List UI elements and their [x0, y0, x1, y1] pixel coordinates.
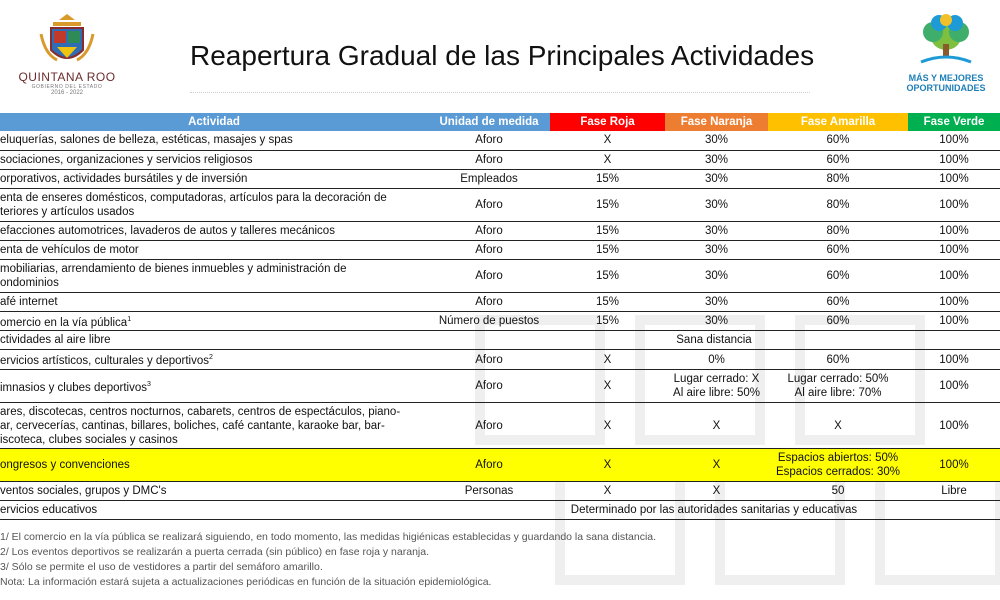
cell-amarilla: 60% — [768, 259, 908, 292]
cell-verde: 100% — [908, 188, 1000, 221]
cell-roja: X — [550, 449, 665, 482]
cell-verde: 100% — [908, 292, 1000, 311]
cell-unidad: Aforo — [428, 131, 550, 150]
col-header-fase-roja: Fase Roja — [550, 113, 665, 131]
cell-roja: X — [550, 403, 665, 449]
coat-of-arms-icon — [37, 14, 97, 68]
cell-amarilla: 60% — [768, 131, 908, 150]
cell-naranja: X — [665, 403, 768, 449]
cell-amarilla-line: Espacios abiertos: 50% — [777, 452, 899, 465]
table-row — [0, 221, 1000, 240]
col-header-fase-naranja: Fase Naranja — [665, 113, 768, 131]
table-row — [0, 259, 1000, 292]
footnote: 2/ Los eventos deportivos se realizarán a puerta cerrada (sin público) en fase roja y naranja. — [0, 546, 429, 558]
cell-unidad: Aforo — [428, 403, 550, 449]
cell-actividad: ctividades al aire libre — [0, 331, 428, 350]
cell-naranja: 30% — [665, 259, 768, 292]
cell-amarilla: 50 — [768, 482, 908, 501]
cell-roja: 15% — [550, 169, 665, 188]
cell-unidad: Empleados — [428, 169, 550, 188]
cell-naranja: 0% — [665, 350, 768, 370]
table-row — [0, 482, 1000, 501]
cell-actividad — [0, 350, 428, 370]
cell-merged: Sana distancia — [428, 331, 1000, 350]
cell-verde: 100% — [908, 311, 1000, 331]
cell-amarilla: 60% — [768, 292, 908, 311]
table-row — [0, 292, 1000, 311]
cell-actividad — [0, 370, 428, 403]
cell-actividad-text: imnasios y clubes deportivos — [0, 381, 148, 394]
cell-amarilla: 60% — [768, 350, 908, 370]
table-row — [0, 311, 1000, 331]
cell-actividad: efacciones automotrices, lavaderos de autos y talleres mecánicos — [0, 221, 428, 240]
cell-verde: Libre — [908, 482, 1000, 501]
cell-naranja: 30% — [665, 150, 768, 169]
cell-actividad: ervicios educativos — [0, 501, 428, 520]
cell-actividad: orporativos, actividades bursátiles y de inversión — [0, 169, 428, 188]
cell-verde: 100% — [908, 449, 1000, 482]
cell-roja: 15% — [550, 292, 665, 311]
cell-amarilla-line: Espacios cerrados: 30% — [775, 466, 900, 479]
cell-naranja: 30% — [665, 311, 768, 331]
col-header-unidad: Unidad de medida — [428, 113, 550, 131]
table-row — [0, 240, 1000, 259]
footnote: 3/ Sólo se permite el uso de vestidores a partir del semáforo amarillo. — [0, 561, 323, 573]
cell-actividad — [0, 403, 428, 449]
footnote: 1/ El comercio en la vía pública se realizará siguiendo, en todo momento, las medidas higiénicas establecidas y guardando la sana distancia. — [0, 531, 657, 543]
table-row — [0, 501, 1000, 520]
col-header-fase-amarilla: Fase Amarilla — [768, 113, 908, 131]
table-row — [0, 150, 1000, 169]
footnote: Nota: La información estará sujeta a actualizaciones periódicas en función de la situación epidemiológica. — [0, 576, 492, 588]
cell-roja: X — [550, 370, 665, 403]
cell-unidad: Aforo — [428, 292, 550, 311]
quintana-roo-logo — [12, 14, 122, 102]
cell-unidad: Aforo — [428, 350, 550, 370]
cell-roja: X — [550, 131, 665, 150]
cell-naranja: 30% — [665, 240, 768, 259]
cell-naranja-line: Lugar cerrado: X — [673, 373, 760, 386]
cell-actividad — [0, 188, 428, 221]
cell-naranja-line: Al aire libre: 50% — [673, 387, 760, 400]
cell-verde: 100% — [908, 259, 1000, 292]
brand-years: 2016 - 2022 — [50, 90, 84, 96]
cell-actividad-text: omercio en la vía pública — [0, 316, 128, 329]
cell-actividad: enta de vehículos de motor — [0, 240, 428, 259]
logo-text-line2: OPORTUNIDADES — [906, 83, 986, 93]
cell-roja: 15% — [550, 240, 665, 259]
cell-actividad-line: mobiliarias, arrendamiento de bienes inmuebles y administración de — [0, 262, 347, 275]
cell-actividad-text: ervicios artísticos, culturales y deportivos — [0, 355, 209, 368]
cell-verde: 100% — [908, 350, 1000, 370]
cell-actividad: eluquerías, salones de belleza, estéticas, masajes y spas — [0, 131, 428, 150]
cell-amarilla: X — [768, 403, 908, 449]
cell-naranja: 30% — [665, 292, 768, 311]
tree-icon — [915, 14, 977, 66]
cell-actividad-line: enta de enseres domésticos, computadoras, artículos para la decoración de — [0, 191, 387, 204]
cell-verde: 100% — [908, 403, 1000, 449]
cell-naranja: 30% — [665, 221, 768, 240]
table-row — [0, 169, 1000, 188]
cell-actividad: ventos sociales, grupos y DMC's — [0, 482, 428, 501]
cell-amarilla: 60% — [768, 311, 908, 331]
cell-actividad-line: ar, cervecerías, cantinas, billares, boliches, café cantante, karaoke bar, bar- — [0, 419, 385, 432]
table-header-row — [0, 113, 1000, 131]
cell-unidad: Aforo — [428, 259, 550, 292]
cell-actividad: ongresos y convenciones — [0, 449, 428, 482]
cell-amarilla: 60% — [768, 240, 908, 259]
cell-roja: 15% — [550, 311, 665, 331]
cell-actividad: sociaciones, organizaciones y servicios religiosos — [0, 150, 428, 169]
footnote-ref: 1 — [127, 315, 132, 323]
cell-roja: 15% — [550, 259, 665, 292]
table-row — [0, 370, 1000, 403]
cell-naranja: 30% — [665, 169, 768, 188]
cell-amarilla — [768, 370, 908, 403]
cell-naranja: X — [665, 482, 768, 501]
cell-unidad: Aforo — [428, 449, 550, 482]
brand-subtitle: GOBIERNO DEL ESTADO — [31, 84, 103, 90]
cell-verde: 100% — [908, 169, 1000, 188]
page-header — [0, 0, 1000, 110]
cell-actividad: afé internet — [0, 292, 428, 311]
cell-actividad-line: teriores y artículos usados — [0, 205, 135, 218]
cell-unidad: Número de puestos — [428, 311, 550, 331]
page-title: Reapertura Gradual de las Principales Actividades — [190, 40, 815, 71]
cell-amarilla — [768, 449, 908, 482]
cell-unidad: Personas — [428, 482, 550, 501]
cell-verde: 100% — [908, 131, 1000, 150]
cell-naranja: X — [665, 449, 768, 482]
cell-unidad: Aforo — [428, 188, 550, 221]
table-row — [0, 350, 1000, 370]
cell-verde: 100% — [908, 370, 1000, 403]
col-header-actividad: Actividad — [0, 113, 428, 131]
footnote-ref: 2 — [209, 354, 213, 362]
cell-actividad — [0, 259, 428, 292]
title-divider — [190, 92, 810, 93]
cell-unidad: Aforo — [428, 150, 550, 169]
cell-actividad-line: ares, discotecas, centros nocturnos, cabarets, centros de espectáculos, piano- — [0, 405, 401, 418]
cell-verde: 100% — [908, 240, 1000, 259]
table-row — [0, 131, 1000, 150]
cell-amarilla: 80% — [768, 188, 908, 221]
cell-merged: Determinado por las autoridades sanitarias y educativas — [428, 501, 1000, 520]
cell-roja: 15% — [550, 221, 665, 240]
cell-unidad: Aforo — [428, 370, 550, 403]
cell-actividad — [0, 311, 428, 331]
table-row-highlighted — [0, 449, 1000, 482]
cell-amarilla: 80% — [768, 169, 908, 188]
cell-actividad-line: iscoteca, clubes sociales y casinos — [0, 433, 178, 446]
logo-text-line1: MÁS Y MEJORES — [908, 73, 984, 83]
cell-amarilla-line: Lugar cerrado: 50% — [787, 373, 889, 386]
table-row — [0, 403, 1000, 449]
cell-amarilla: 60% — [768, 150, 908, 169]
cell-verde: 100% — [908, 221, 1000, 240]
footnotes — [0, 530, 656, 590]
cell-unidad: Aforo — [428, 240, 550, 259]
cell-verde: 100% — [908, 150, 1000, 169]
cell-naranja: 30% — [665, 188, 768, 221]
cell-amarilla-line: Al aire libre: 70% — [794, 387, 882, 400]
cell-naranja — [665, 370, 768, 403]
cell-roja: X — [550, 150, 665, 169]
activities-table — [0, 113, 1000, 520]
oportunidades-logo — [906, 14, 986, 93]
cell-amarilla: 80% — [768, 221, 908, 240]
col-header-fase-verde: Fase Verde — [908, 113, 1000, 131]
cell-roja: X — [550, 482, 665, 501]
table-row — [0, 188, 1000, 221]
footnote-ref: 3 — [147, 380, 151, 388]
cell-roja: X — [550, 350, 665, 370]
table-row — [0, 331, 1000, 350]
cell-naranja: 30% — [665, 131, 768, 150]
cell-roja: 15% — [550, 188, 665, 221]
cell-actividad-line: ondominios — [0, 276, 59, 289]
brand-name: QUINTANA ROO — [18, 70, 116, 84]
cell-unidad: Aforo — [428, 221, 550, 240]
